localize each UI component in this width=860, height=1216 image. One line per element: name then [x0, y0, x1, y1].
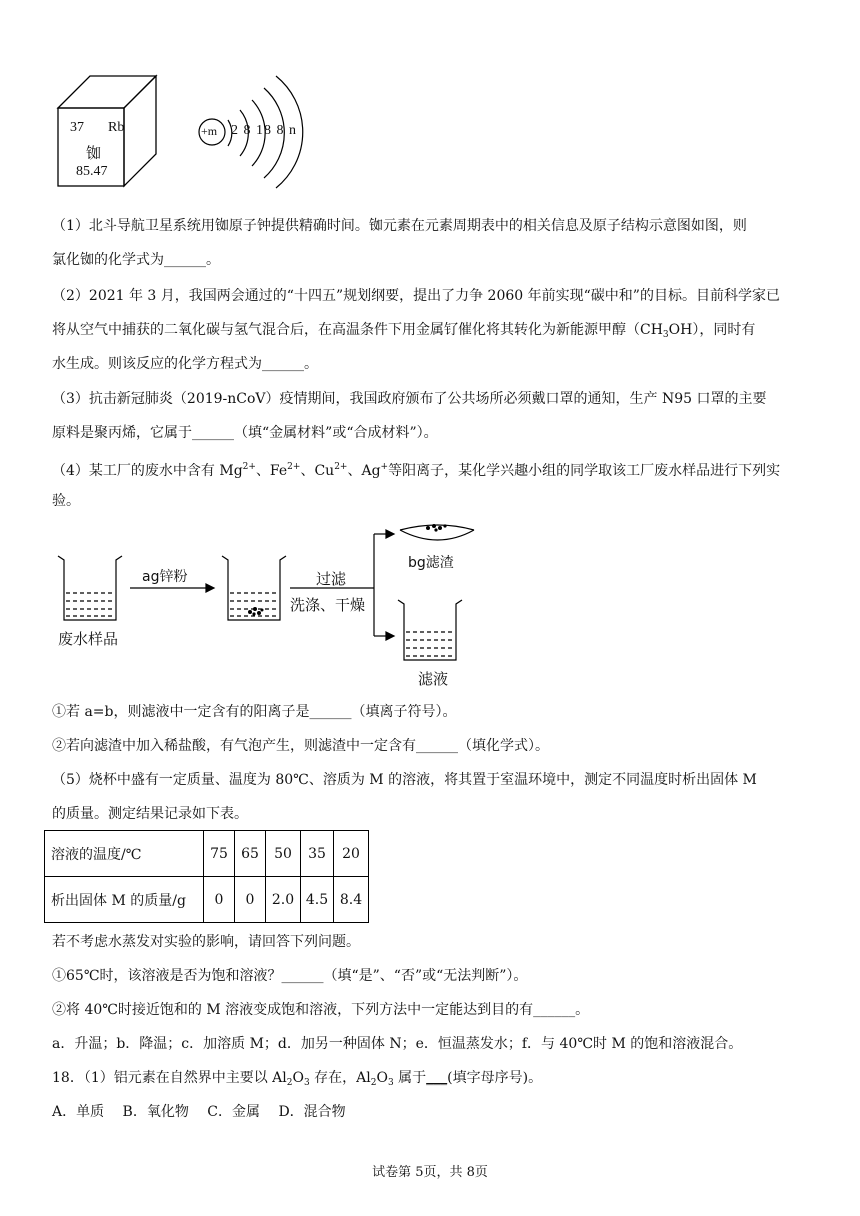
- table-cell: 0: [235, 877, 266, 923]
- table-cell: 35: [301, 831, 334, 877]
- q18-text-a: 18．（1）铝元素在自然界中主要以 Al: [52, 1070, 287, 1086]
- flow-reagent-label: ag锌粉: [142, 569, 188, 585]
- table-cell: 0: [204, 877, 235, 923]
- q2-line3: 水生成。则该反应的化学方程式为______。: [52, 356, 318, 372]
- q4-sep2: 、Cu: [300, 463, 335, 479]
- q18-sub3: 2: [370, 1078, 377, 1088]
- element-atomic-mass: 85.47: [76, 164, 108, 179]
- q1-line2: 氯化铷的化学式为______。: [52, 252, 220, 268]
- q4-sep1: 、Fe: [255, 463, 288, 479]
- row-header: 析出固体 M 的质量/g: [45, 877, 204, 923]
- page-footer: 试卷第 5页，共 8页: [372, 1165, 488, 1180]
- nucleus-charge: +m: [201, 124, 218, 138]
- q18-options: A．单质 B．氧化物 C．金属 D．混合物: [52, 1104, 346, 1120]
- q18-sub1: 2: [286, 1078, 293, 1088]
- q1-line1: （1）北斗导航卫星系统用铷原子钟提供精确时间。铷元素在元素周期表中的相关信息及原子结构示意图如图，则: [52, 218, 747, 234]
- mg-charge: 2+: [242, 462, 256, 472]
- table-cell: 65: [235, 831, 266, 877]
- q4-line1: [52, 457, 780, 481]
- q5-options: a．升温；b．降温；c．加溶质 M；d．加另一种固体 N；e．恒温蒸发水；f．与 40℃时 M 的饱和溶液混合。: [52, 1036, 743, 1052]
- q18-text-e: 属于: [393, 1070, 427, 1086]
- q2-line2: [52, 320, 755, 345]
- q3-line1: （3）抗击新冠肺炎（2019-nCoV）疫情期间，我国政府颁布了公共场所必须戴口罩的通知，生产 N95 口罩的主要: [52, 391, 767, 407]
- q2-line1: （2）2021 年 3 月，我国两会通过的“十四五”规划纲要，提出了力争 2060 年前实现“碳中和”的目标。目前科学家已: [52, 288, 780, 304]
- q18-line: [52, 1068, 542, 1093]
- flow-filter-label: 过滤: [316, 570, 347, 588]
- table-row: [45, 831, 369, 877]
- table-cell: 4.5: [301, 877, 334, 923]
- table-cell: 50: [266, 831, 301, 877]
- element-symbol: Rb: [108, 120, 125, 135]
- q4-sep3: 、Ag: [347, 463, 381, 479]
- flow-sample-label: 废水样品: [58, 630, 119, 648]
- q4-sub-b: ②若向滤渣中加入稀盐酸，有气泡产生，则滤渣中一定含有______（填化学式）。: [52, 738, 549, 754]
- element-atomic-number: 37: [70, 120, 84, 135]
- answer-blank: ___: [426, 1070, 448, 1086]
- q5-sub-b: ②将 40℃时接近饱和的 M 溶液变成饱和溶液，下列方法中一定能达到目的有______。: [52, 1002, 590, 1018]
- q5-sub-a: ①65℃时，该溶液是否为饱和溶液？______（填“是”、“否”或“无法判断”）。: [52, 968, 528, 984]
- experiment-flow-diagram: [50, 520, 490, 690]
- q18-text-f: (填字母序号)。: [447, 1070, 543, 1086]
- ag-charge: +: [380, 462, 389, 472]
- q2-line2-b: OH），同时有: [668, 322, 756, 338]
- q4-text-b: 等阳离子，某化学兴趣小组的同学取该工厂废水样品进行下列实: [388, 463, 781, 479]
- table-cell: 75: [204, 831, 235, 877]
- electron-shells: 2 8 18 8 n: [231, 123, 297, 138]
- table-cell: 2.0: [266, 877, 301, 923]
- q4-line2: 验。: [52, 493, 80, 509]
- fe-charge: 2+: [287, 462, 301, 472]
- q18-text-b: O: [292, 1070, 304, 1086]
- table-cell: 20: [334, 831, 369, 877]
- q5-line1: （5）烧杯中盛有一定质量、温度为 80℃、溶质为 M 的溶液，将其置于室温环境中，测定不同温度时析出固体 M: [52, 772, 757, 788]
- q4-sub-a: ①若 a=b，则滤液中一定含有的阳离子是______（填离子符号）。: [52, 704, 457, 720]
- q18-text-c: 存在，Al: [309, 1070, 371, 1086]
- table-cell: 8.4: [334, 877, 369, 923]
- flow-wash-label: 洗涤、干燥: [290, 596, 366, 614]
- q2-line2-a: 将从空气中捕获的二氧化碳与氢气混合后，在高温条件下用金属钌催化将其转化为新能源甲醇（CH: [52, 322, 663, 338]
- solubility-table: [44, 830, 369, 923]
- flow-residue-label: bg滤渣: [408, 555, 454, 571]
- q18-sub2: 3: [303, 1078, 310, 1088]
- q3-line2: 原料是聚丙烯，它属于______（填“金属材料”或“合成材料”）。: [52, 425, 438, 441]
- row-header: 溶液的温度/℃: [45, 831, 204, 877]
- q18-text-d: O: [376, 1070, 388, 1086]
- q4-text-a: （4）某工厂的废水中含有 Mg: [52, 463, 243, 479]
- q5-intro: 若不考虑水蒸发对实验的影响，请回答下列问题。: [52, 934, 360, 950]
- q2-subscript: 3: [662, 330, 669, 340]
- table-row: [45, 877, 369, 923]
- cu-charge: 2+: [334, 462, 348, 472]
- q18-sub4: 3: [387, 1078, 394, 1088]
- element-name: 铷: [86, 144, 102, 162]
- flow-filtrate-label: 滤液: [418, 670, 449, 688]
- q5-line2: 的质量。测定结果记录如下表。: [52, 806, 248, 822]
